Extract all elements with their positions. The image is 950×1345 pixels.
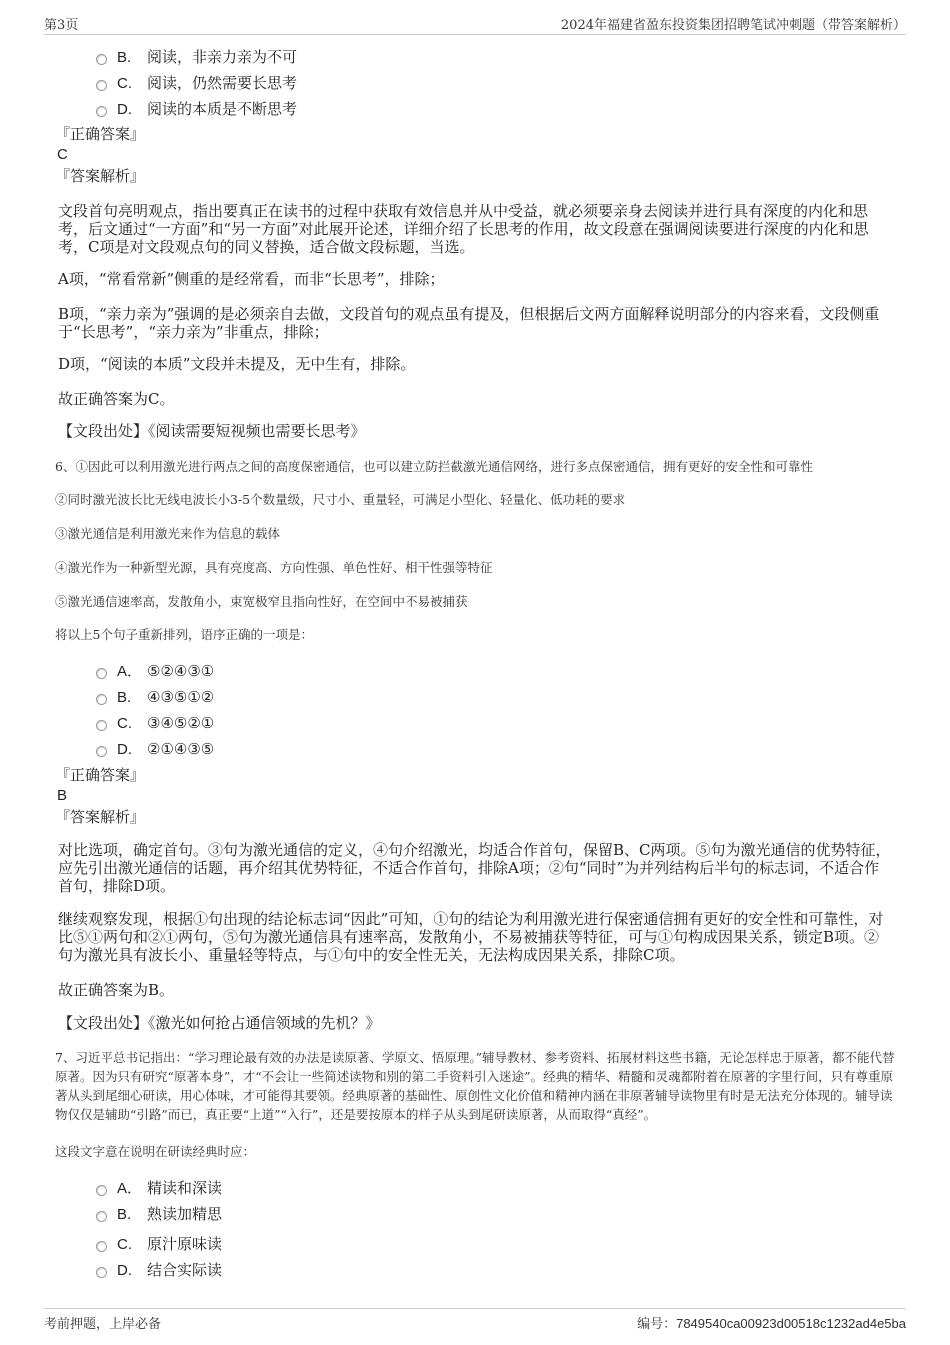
q6-analysis-label: 『答案解析』	[55, 808, 146, 826]
q5-analysis-p2: A项，“常看常新”侧重的是经常看，而非“长思考”，排除；	[58, 270, 445, 288]
q5-option-d[interactable]: D. 阅读的本质是不断思考	[96, 99, 297, 119]
q6-line-1: 6、①因此可以利用激光进行两点之间的高度保密通信，也可以建立防拦截激光通信网络，进行多点保密通信，拥有更好的安全性和可靠性	[55, 459, 813, 474]
page-number: 第3页	[44, 18, 79, 33]
q6-line-2: ②同时激光波长比无线电波长小3-5个数量级，尺寸小、重量轻，可满足小型化、轻量化、低功耗的要求	[55, 492, 626, 507]
q6-answer-label: 『正确答案』	[55, 766, 146, 784]
q7-option-b[interactable]: B. 熟读加精思	[96, 1204, 222, 1224]
q6-line-4: ④激光作为一种新型光源，具有亮度高、方向性强、单色性好、相干性强等特征	[55, 560, 493, 575]
radio-icon[interactable]	[96, 54, 107, 65]
radio-icon[interactable]	[96, 746, 107, 757]
document-title: 2024年福建省盈东投资集团招聘笔试冲刺题（带答案解析）	[560, 18, 906, 33]
q6-source: 【文段出处】《激光如何抢占通信领域的先机？》	[58, 1014, 381, 1032]
radio-icon[interactable]	[96, 106, 107, 117]
q6-analysis-p3: 故正确答案为B。	[58, 981, 175, 999]
q5-option-b[interactable]: B. 阅读，非亲力亲为不可	[96, 47, 297, 67]
q5-analysis-p1: 文段首句亮明观点，指出要真正在读书的过程中获取有效信息并从中受益，就必须要亲身去阅读并进行具有深度的内化和思考，后文通过“一方面”和“另一方面”对此展开论述，详细介绍了长思考的作用，故文段意在强调阅读要进行深度的内化和思考，C项是对文段观点句的同义替换，适合做文段标题，当选。	[58, 202, 869, 256]
q5-source: 【文段出处】《阅读需要短视频也需要长思考》	[58, 422, 366, 440]
q6-line-5: ⑤激光通信速率高，发散角小，束宽极窄且指向性好，在空间中不易被捕获	[55, 594, 468, 609]
q6-answer: B	[57, 787, 68, 804]
q7-option-c[interactable]: C. 原汁原味读	[96, 1234, 222, 1254]
radio-icon[interactable]	[96, 1267, 107, 1278]
document-id: 编号：7849540ca00923d00518c1232ad4e5ba	[637, 1316, 906, 1332]
radio-icon[interactable]	[96, 1241, 107, 1252]
q5-answer-label: 『正确答案』	[55, 125, 146, 143]
q5-analysis-p5: 故正确答案为C。	[58, 390, 175, 408]
radio-icon[interactable]	[96, 668, 107, 679]
footer-slogan: 考前押题，上岸必备	[44, 1317, 162, 1332]
q6-analysis-p1: 对比选项，确定首句。③句为激光通信的定义，④句介绍激光，均适合作首句，保留B、C两项。⑤句为激光通信的优势特征，应先引出激光通信的话题，再介绍其优势特征，不适合作首句，排除A项；②句“同时”为并列结构后半句的标志词，不适合作首句，排除D项。	[58, 841, 891, 895]
q7-stem: 7、习近平总书记指出：“学习理论最有效的办法是读原著、学原文、悟原理。”辅导教材、参考资料、拓展材料这些书籍，无论怎样忠于原著，都不能代替原著。因为只有研究“原著本身”，才“不会让一些简述读物和别的第二手资料引入迷途”。经典的精华、精髓和灵魂都附着在原著的字里行间，只有尊重原著从头到尾细心研读，用心体味，才可能得其要领。经典原著的基础性、原创性文化价值和精神内涵在非原著辅导读物里有时是无法充分体现的。辅导读物仅仅是辅助“引路”而已，真正要“上道”“入行”，还是要按原本的样子从头到尾研读原著，从而取得“真经”。	[55, 1050, 895, 1122]
q6-prompt: 将以上5个句子重新排列，语序正确的一项是：	[55, 627, 313, 642]
q6-option-b[interactable]: B. ④③⑤①②	[96, 687, 214, 707]
radio-icon[interactable]	[96, 80, 107, 91]
radio-icon[interactable]	[96, 720, 107, 731]
radio-icon[interactable]	[96, 1211, 107, 1222]
q5-option-c[interactable]: C. 阅读，仍然需要长思考	[96, 73, 297, 93]
q7-option-d[interactable]: D. 结合实际读	[96, 1260, 222, 1280]
q6-option-d[interactable]: D. ②①④③⑤	[96, 739, 214, 759]
q6-option-a[interactable]: A． ⑤②④③①	[96, 661, 214, 681]
q7-option-a[interactable]: A． 精读和深读	[96, 1178, 222, 1198]
q5-analysis-p4: D项，“阅读的本质”文段并未提及，无中生有，排除。	[58, 355, 416, 373]
q6-line-3: ③激光通信是利用激光来作为信息的载体	[55, 526, 281, 541]
radio-icon[interactable]	[96, 694, 107, 705]
q5-answer: C	[57, 146, 68, 163]
q7-prompt: 这段文字意在说明在研读经典时应：	[55, 1144, 256, 1159]
q5-analysis-label: 『答案解析』	[55, 167, 146, 185]
page-footer	[44, 1313, 906, 1331]
page-header	[44, 14, 906, 32]
q5-analysis-p3: B项，“亲力亲为”强调的是必须亲自去做，文段首句的观点虽有提及，但根据后文两方面解释说明部分的内容来看，文段侧重于“长思考”，“亲力亲为”非重点，排除；	[58, 305, 880, 341]
q6-analysis-p2: 继续观察发现，根据①句出现的结论标志词“因此”可知，①句的结论为利用激光进行保密通信拥有更好的安全性和可靠性，对比⑤①两句和②①两句，⑤句为激光通信具有速率高，发散角小，不易被捕获等特征，可与①句构成因果关系，锁定B项。②句为激光具有波长小、重量轻等特点，与①句中的安全性无关，无法构成因果关系，排除C项。	[58, 910, 884, 964]
footer-divider	[44, 1308, 906, 1309]
q6-option-c[interactable]: C. ③④⑤②①	[96, 713, 214, 733]
header-divider	[44, 34, 906, 35]
radio-icon[interactable]	[96, 1185, 107, 1196]
